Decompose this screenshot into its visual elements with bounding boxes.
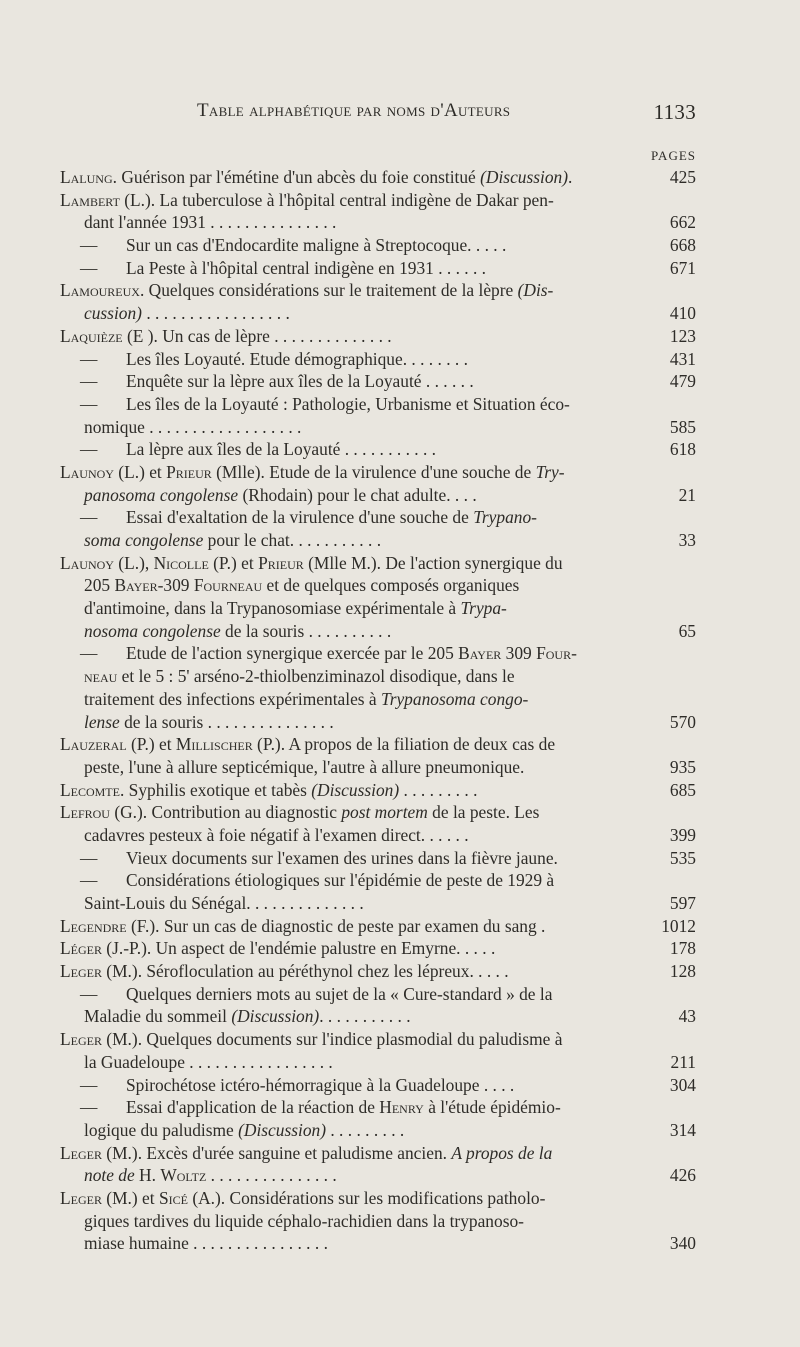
entry-text (84, 1051, 333, 1074)
entry-text (84, 211, 336, 234)
entry-text (126, 257, 486, 280)
text-segment: Quelques derniers mots au sujet de la « Cure-standard » de la (126, 983, 553, 1004)
index-line (60, 552, 696, 575)
index-line (60, 257, 696, 280)
entry-text (60, 915, 545, 938)
author-name: Nicolle (153, 552, 209, 573)
ditto-dash: — (80, 257, 98, 278)
page-number: 1133 (653, 100, 696, 124)
text-segment: (M.). Quelques documents sur l'indice plasmodial du paludisme à (101, 1029, 563, 1050)
page-reference: 65 (678, 620, 696, 641)
page-reference: 668 (669, 235, 696, 256)
index-line (60, 1164, 696, 1187)
text-segment: Maladie du sommeil (84, 1006, 232, 1027)
index-line (60, 1028, 696, 1051)
index-line (60, 506, 696, 529)
entry-text (126, 506, 537, 529)
text-segment: . . . . . . . . . . . . . . . (206, 1165, 337, 1186)
index-line (60, 1051, 696, 1074)
index-line (60, 960, 696, 983)
text-segment: de la souris . . . . . . . . . . . . . . . (119, 711, 334, 732)
text-segment: miase humaine . . . . . . . . . . . . . . . . (84, 1233, 328, 1254)
text-segment: giques tardives du liquide céphalo-rachidien dans la trypanoso- (84, 1210, 524, 1231)
italic-text: (Discussion) (480, 167, 569, 187)
italic-text: Trypanosoma congo- (380, 688, 529, 709)
index-line (60, 302, 696, 325)
page-reference: 304 (669, 1074, 696, 1095)
page-reference: 43 (678, 1006, 696, 1027)
author-name: Lefrou (60, 802, 110, 823)
text-segment: 205 (84, 575, 115, 596)
text-segment: Considérations étiologiques sur l'épidémie de peste de 1929 à (126, 870, 555, 891)
text-segment: Les îles Loyauté. Etude démographique. . . . . . . . (126, 348, 468, 369)
text-segment: peste, l'une à allure septicémique, l'autre à allure pneumonique. (84, 756, 525, 777)
page-reference: 585 (669, 416, 696, 437)
entry-text (60, 801, 539, 824)
index-line (60, 597, 696, 620)
entry-text (126, 234, 506, 257)
text-segment: pour le chat. . . . . . . . . . . (203, 530, 382, 550)
text-segment: (A.). Considérations sur les modifications patholo- (187, 1187, 546, 1208)
entry-text (84, 1210, 524, 1233)
text-segment: . . . . . . . . . (399, 779, 478, 800)
ditto-dash: — (80, 870, 98, 891)
author-name: Legendre (60, 915, 127, 936)
ditto-dash: — (80, 439, 98, 460)
entry-text (84, 892, 364, 915)
index-line (60, 1210, 696, 1233)
text-segment: (P.) et (208, 552, 259, 573)
author-name: Four- (536, 643, 577, 664)
ditto-dash: — (80, 235, 98, 256)
text-segment: . (568, 167, 573, 187)
entry-text (84, 688, 528, 711)
text-segment: . . . . . . . . . (326, 1119, 405, 1140)
pages-column-label: PAGES (651, 148, 696, 163)
ditto-dash: — (80, 1097, 98, 1118)
text-segment: (J.-P.). Un aspect de l'endémie palustre en Emyrne. . . . . (101, 938, 496, 959)
entry-text (84, 1005, 411, 1028)
italic-text: Trypano- (473, 507, 537, 528)
entry-text (84, 416, 301, 439)
entry-text (84, 1232, 328, 1255)
index-line (60, 688, 696, 711)
index-line (60, 756, 696, 779)
text-segment: (L.). La tuberculose à l'hôpital central indigène de Dakar pen- (119, 189, 554, 210)
entry-text (84, 824, 469, 847)
index-line (60, 620, 696, 643)
text-segment: Enquête sur la lèpre aux îles de la Loyauté . . . . . . (126, 371, 474, 392)
text-segment: traitement des infections expérimentales à (84, 688, 381, 709)
text-segment: et le 5 : 5' arséno-2-thiolbenziminazol disodique, dans le (117, 666, 515, 687)
italic-text: cussion) (84, 303, 142, 324)
page-reference: 21 (678, 484, 696, 505)
index-line (60, 1142, 696, 1165)
entry-text (84, 620, 391, 643)
author-name: Lalung (60, 167, 113, 187)
text-segment: Saint-Louis du Sénégal. . . . . . . . . . . . . . (84, 893, 364, 913)
ditto-dash: — (80, 983, 98, 1004)
entry-text (126, 370, 474, 393)
author-name: Lauzeral (60, 734, 127, 755)
entry-text (60, 1187, 545, 1210)
index-line (60, 484, 696, 507)
entry-text (60, 960, 509, 983)
author-name: Leger (60, 961, 102, 982)
ditto-dash: — (80, 507, 98, 528)
italic-text: A propos de la (451, 1142, 553, 1163)
entry-text (126, 983, 552, 1006)
italic-text: (Discussion) (238, 1119, 327, 1140)
text-segment: H. (134, 1165, 161, 1186)
author-name: Lecomte (60, 779, 120, 800)
author-name: Bayer (114, 575, 158, 596)
author-name: Leger (60, 1029, 102, 1050)
index-line (60, 393, 696, 416)
author-name: Woltz (160, 1165, 207, 1186)
entry-text (60, 166, 572, 189)
entry-text (126, 1074, 514, 1097)
entry-text (60, 325, 392, 348)
entry-text (84, 574, 519, 597)
page-reference: 33 (678, 530, 696, 550)
entry-text (60, 1142, 552, 1165)
index-line (60, 189, 696, 212)
page-reference: 178 (669, 938, 696, 959)
page-reference: 340 (669, 1233, 696, 1254)
index-line (60, 937, 696, 960)
page-reference: 211 (670, 1051, 696, 1072)
page-reference: 123 (669, 325, 696, 346)
author-name: Millischer (175, 734, 253, 755)
entry-text (84, 484, 477, 507)
text-segment: Les îles de la Loyauté : Pathologie, Urbanisme et Situation éco- (126, 393, 570, 414)
ditto-dash: — (80, 348, 98, 369)
italic-text: lense (84, 711, 120, 732)
page-reference: 535 (669, 847, 696, 868)
author-name: Fourneau (193, 575, 263, 596)
text-segment: (F.). Sur un cas de diagnostic de peste par examen du sang . (126, 915, 546, 936)
index-line (60, 348, 696, 371)
page-reference: 685 (669, 779, 696, 800)
page-reference: 425 (669, 167, 696, 187)
entry-text (60, 461, 565, 484)
index-line (60, 983, 696, 1006)
page-reference: 597 (669, 893, 696, 913)
text-segment: (Mlle M.). De l'action synergique du (303, 552, 563, 573)
page-reference: 671 (669, 257, 696, 278)
index-entries (60, 166, 696, 1255)
author-name: Henry (379, 1097, 424, 1118)
page-title: Table alphabétique par noms d'Auteurs (197, 100, 511, 121)
index-line (60, 1187, 696, 1210)
page-reference: 426 (669, 1165, 696, 1186)
text-segment: La Peste à l'hôpital central indigène en 1931 . . . . . . (126, 257, 487, 278)
author-name: Bayer (458, 643, 502, 664)
entry-text (84, 302, 290, 325)
index-line (60, 892, 696, 915)
italic-text: panosoma congolense (84, 484, 239, 505)
text-segment: . Guérison par l'émétine d'un abcès du foie constitué (112, 167, 481, 187)
text-segment: et de quelques composés organiques (262, 575, 520, 596)
text-segment: Essai d'application de la réaction de (126, 1097, 380, 1118)
italic-text: (Discussion) (311, 779, 400, 800)
page-reference: 399 (669, 824, 696, 845)
ditto-dash: — (80, 1074, 98, 1095)
index-line (60, 1096, 696, 1119)
text-segment: Spirochétose ictéro-hémorragique à la Guadeloupe . . . . (126, 1074, 515, 1095)
ditto-dash: — (80, 371, 98, 392)
entry-text (60, 279, 553, 302)
italic-text: Trypa- (460, 598, 507, 619)
author-name: Lamoureux (60, 280, 140, 301)
index-line (60, 211, 696, 234)
author-name: Sicé (158, 1187, 188, 1208)
entry-text (84, 756, 524, 779)
text-segment: Essai d'exaltation de la virulence d'une souche de (126, 507, 474, 528)
italic-text: note de (84, 1165, 135, 1186)
text-segment: d'antimoine, dans la Trypanosomiase expérimentale à (84, 598, 461, 619)
entry-text (126, 1096, 561, 1119)
index-line (60, 1074, 696, 1097)
page-reference: 410 (669, 303, 696, 324)
entry-text (126, 642, 577, 665)
entry-text (60, 937, 495, 960)
italic-text: soma congolense (84, 530, 204, 550)
index-line (60, 279, 696, 302)
author-name: Leger (60, 1187, 102, 1208)
index-line (60, 779, 696, 802)
page-reference: 618 (669, 439, 696, 460)
text-segment: Etude de l'action synergique exercée par le 205 (126, 643, 459, 664)
index-line (60, 665, 696, 688)
text-segment: -309 (157, 575, 194, 596)
author-name: Leger (60, 1142, 102, 1163)
index-line (60, 438, 696, 461)
entry-text (60, 552, 563, 575)
author-name: Lambert (60, 189, 120, 210)
index-line (60, 869, 696, 892)
index-line (60, 574, 696, 597)
page-reference: 431 (669, 348, 696, 369)
text-segment: Vieux documents sur l'examen des urines dans la fièvre jaune. (126, 847, 558, 868)
ditto-dash: — (80, 393, 98, 414)
text-segment: (P.) et (126, 734, 176, 755)
index-line (60, 711, 696, 734)
author-name: Léger (60, 938, 102, 959)
text-segment: cadavres pesteux à foie négatif à l'examen direct. . . . . . (84, 824, 469, 845)
entry-text (126, 348, 468, 371)
text-segment: La lèpre aux îles de la Loyauté . . . . . . . . . . . (126, 439, 437, 460)
page-reference: 1012 (661, 915, 696, 936)
page-reference: 128 (669, 961, 696, 982)
page-reference: 479 (669, 371, 696, 392)
index-line (60, 416, 696, 439)
index-line (60, 461, 696, 484)
entry-text (60, 189, 554, 212)
text-segment: . . . . . . . . . . . . . . . . . (141, 303, 290, 324)
entry-text (60, 779, 477, 802)
index-line (60, 1232, 696, 1255)
text-segment: . Syphilis exotique et tabès (119, 779, 312, 800)
text-segment: (Rhodain) pour le chat adulte. . . . (238, 484, 477, 505)
text-segment: la Guadeloupe . . . . . . . . . . . . . . . . . (84, 1051, 333, 1072)
text-segment: nomique . . . . . . . . . . . . . . . . . . (84, 416, 302, 437)
text-segment: de la peste. Les (427, 802, 540, 823)
entry-text (84, 665, 515, 688)
text-segment: (G.). Contribution au diagnostic (109, 802, 342, 823)
index-line (60, 915, 696, 938)
text-segment: Sur un cas d'Endocardite maligne à Streptocoque. . . . . (126, 235, 507, 256)
entry-text (60, 1028, 562, 1051)
text-segment: dant l'année 1931 . . . . . . . . . . . . . . . (84, 212, 337, 233)
entry-text (126, 438, 436, 461)
text-segment: (L.), (113, 552, 154, 573)
text-segment: (M.) et (101, 1187, 159, 1208)
text-segment: à l'étude épidémio- (423, 1097, 561, 1118)
entry-text (126, 869, 554, 892)
author-name: Launoy (60, 461, 114, 482)
ditto-dash: — (80, 847, 98, 868)
entry-text (84, 529, 381, 552)
entry-text (84, 1119, 404, 1142)
text-segment: de la souris . . . . . . . . . . (220, 620, 392, 641)
italic-text: post mortem (341, 802, 428, 823)
entry-text (60, 733, 555, 756)
text-segment: (E ). Un cas de lèpre . . . . . . . . . . . . . . (122, 325, 392, 346)
index-line (60, 847, 696, 870)
index-line (60, 166, 696, 189)
author-name: Laquièze (60, 325, 123, 346)
text-segment: . Quelques considérations sur le traitement de la lèpre (139, 280, 518, 301)
author-name: Launoy (60, 552, 114, 573)
page-reference: 314 (669, 1119, 696, 1140)
index-line (60, 370, 696, 393)
text-segment: . . . . . . . . . . . (319, 1006, 411, 1027)
entry-text (84, 1164, 337, 1187)
index-line (60, 824, 696, 847)
text-segment: 309 (501, 643, 537, 664)
entry-text (84, 711, 334, 734)
author-name: Prieur (258, 552, 304, 573)
page-reference: 662 (669, 212, 696, 233)
index-line (60, 1119, 696, 1142)
index-line (60, 801, 696, 824)
italic-text: nosoma congolense (84, 620, 221, 641)
entry-text (84, 597, 507, 620)
italic-text: Try- (535, 461, 565, 482)
text-segment: (Mlle). Etude de la virulence d'une souche de (211, 461, 536, 482)
text-segment: (M.). Excès d'urée sanguine et paludisme ancien. (101, 1142, 452, 1163)
index-line (60, 325, 696, 348)
text-segment: (P.). A propos de la filiation de deux cas de (252, 734, 556, 755)
page-reference: 570 (669, 711, 696, 732)
text-segment: (M.). Sérofloculation au péréthynol chez les lépreux. . . . . (101, 961, 509, 982)
index-line (60, 234, 696, 257)
text-segment: logique du paludisme (84, 1119, 239, 1140)
page-reference: 935 (669, 756, 696, 777)
text-segment: (L.) et (113, 461, 167, 482)
author-name: Prieur (166, 461, 212, 482)
italic-text: (Discussion) (231, 1006, 320, 1027)
index-line (60, 642, 696, 665)
index-line (60, 529, 696, 552)
index-line (60, 1005, 696, 1028)
ditto-dash: — (80, 643, 98, 664)
entry-text (126, 847, 558, 870)
italic-text: (Dis- (517, 280, 554, 301)
entry-text (126, 393, 570, 416)
author-name: neau (84, 666, 118, 687)
index-line (60, 733, 696, 756)
